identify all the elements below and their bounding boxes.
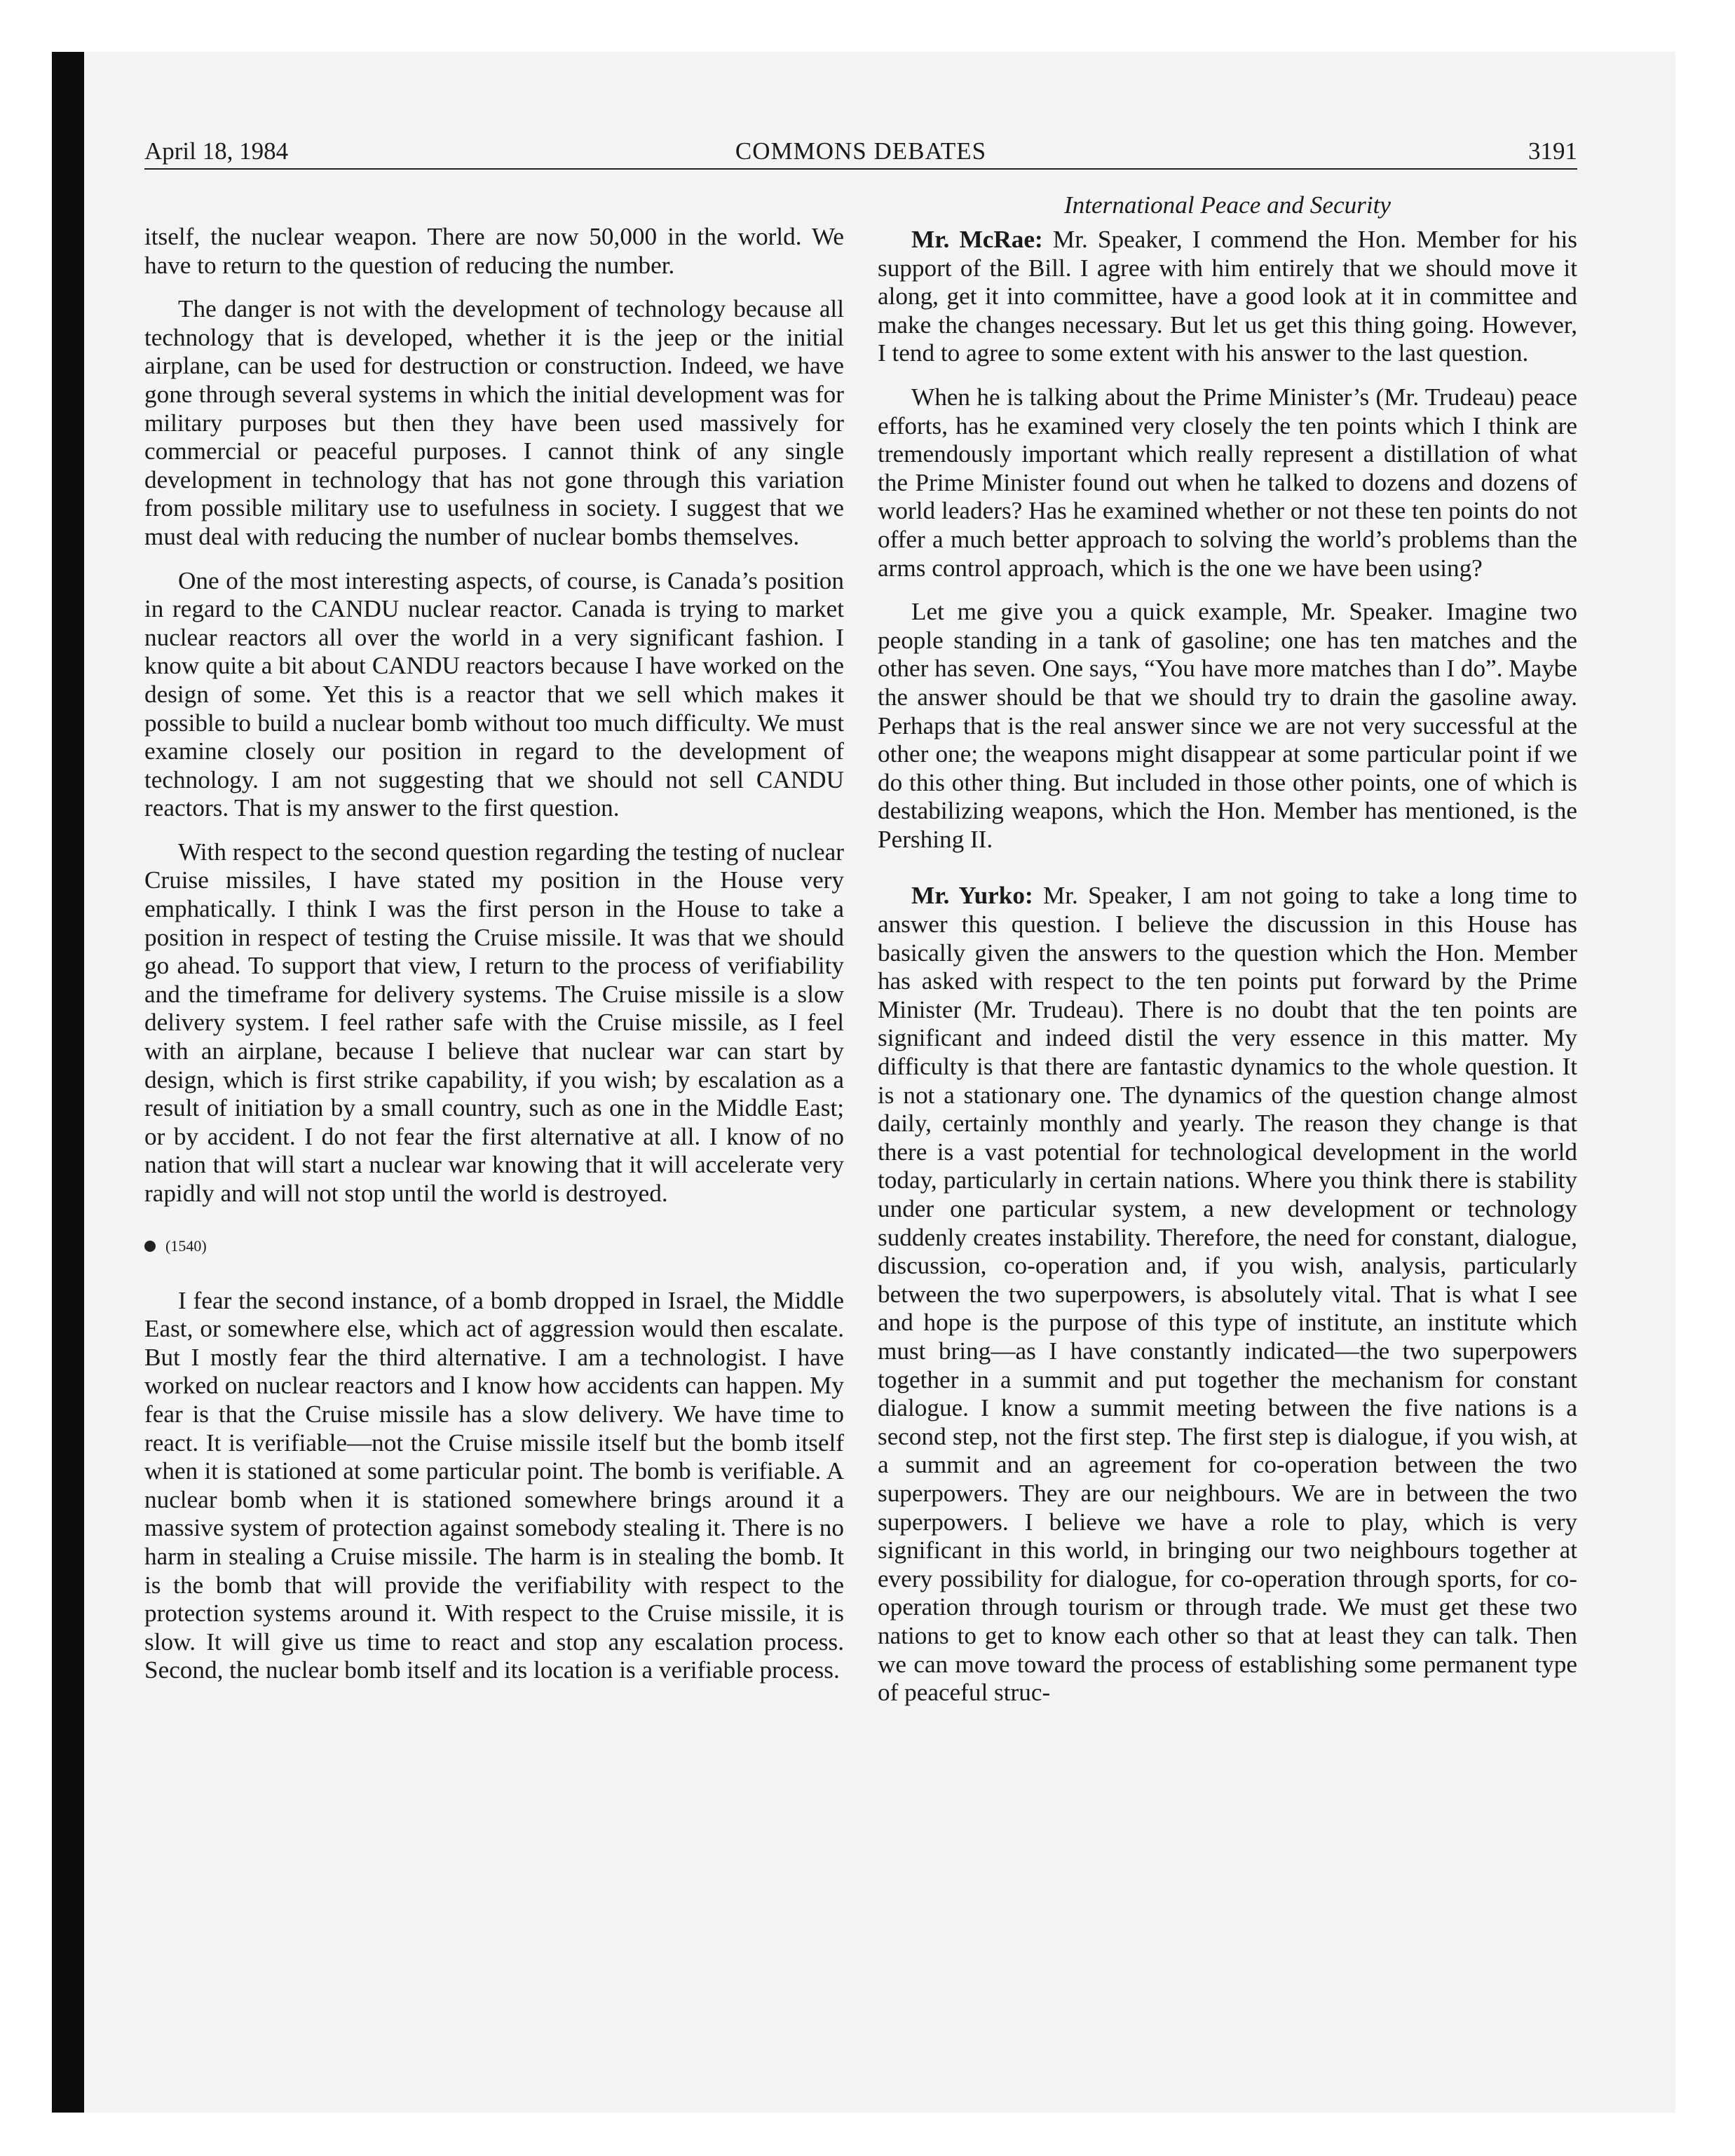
speech-text: Mr. Speaker, I commend the Hon. Member for his support of the Bill. I agree with him entirely that we should move it along, get it into committee, have a good look at it in committee and make the changes necessary. But let us get this thing going. However, I tend to agree to some extent with his answer to the last question. — [878, 226, 1577, 367]
paragraph: I fear the second instance, of a bomb dropped in Israel, the Middle East, or somewhere else, which act of aggression would then escalate. But I mostly fear the third alternative. I am a technologist. I have worked on nuclear reactors and I know how accidents can happen. My fear is that the Cruise missile has a slow delivery. We have time to react. It is verifiable—not the Cruise missile itself but the bomb itself when it is stationed at some particular point. The bomb is verifiable. A nuclear bomb when it is stationed somewhere brings around it a massive system of protection against somebody stealing it. There is no harm in stealing a Cruise missile. The harm is in stealing the bomb. It is the bomb that will provide the verifiability with respect to the protection systems around it. With respect to the Cruise missile, it is slow. It will give us time to react and stop any escalation process. Second, the nuclear bomb itself and its location is a verifiable process. — [144, 1286, 844, 1684]
paragraph — [878, 226, 1577, 368]
paragraph — [878, 882, 1577, 1707]
bullet-icon — [144, 1241, 156, 1252]
paragraph: The danger is not with the development of technology because all technology that is developed, whether it is the jeep or the initial airplane, can be used for destruction or construction. Indeed, we have gone through several systems in which the initial development was for military purposes but then they have been used massively for commercial or peaceful purposes. I cannot think of any single development in technology that has not gone through this variation from possible military use to usefulness in society. I suggest that we must deal with reducing the number of nuclear bombs themselves. — [144, 295, 844, 550]
header-date: April 18, 1984 — [144, 137, 289, 165]
time-marker-label: (1540) — [165, 1236, 207, 1255]
section-heading: International Peace and Security — [1063, 191, 1392, 219]
paragraph: With respect to the second question regarding the testing of nuclear Cruise missiles, I have stated my position in the House very emphatically. I think I was the first person in the House to take a position in respect of testing the Cruise missile. It was that we should go ahead. To support that view, I return to the process of verifiability and the timeframe for delivery systems. The Cruise missile is a slow delivery system. I feel rather safe with the Cruise missile, as I feel with an airplane, because I believe that nuclear war can start by design, which is first strike capability, if you wish; by escalation as a result of initiation by a small country, such as one in the Middle East; or by accident. I do not fear the first alternative at all. I know of no nation that will start a nuclear war knowing that it will accelerate very rapidly and will not stop until the world is destroyed. — [144, 838, 844, 1207]
page-header — [144, 135, 1577, 170]
speech-text: Mr. Speaker, I am not going to take a long time to answer this question. I believe the discussion in this House has basically given the answers to the question which the Hon. Member has asked with respect to the ten points put forward by the Prime Minister (Mr. Trudeau). There is no doubt that the ten points are significant and indeed distil the very essence in this matter. My difficulty is that there are fantastic dynamics to the whole question. It is not a stationary one. The dynamics of the question change almost daily, certainly monthly and yearly. The reason they change is that there is a vast potential for technological development in the world today, particularly in certain nations. Where you think there is stability under one particular system, a new development or technology suddenly creates instability. Therefore, the need for constant, dialogue, discussion, co-operation and, if you wish, analysis, particularly between the two superpowers, is absolutely vital. That is what I see and hope is the purpose of this type of institute, an institute which must bring—as I have constantly indicated—the two superpowers together in a summit and put together the mechanism for constant dialogue. I know a summit meeting between the five nations is a second step, not the first step. The first step is dialogue, if you wish, at a summit and an agreement for co-operation between the two superpowers. They are our neighbours. We are in between the two superpowers. I believe we have a role to play, which is very significant in this world, in bringing our two neighbours together at every possibility for dialogue, for co-operation through sports, for co-operation through tourism or through trade. We must get these two nations to get to know each other so that at least they can talk. Then we can move toward the process of establishing some permanent type of peaceful struc- — [878, 882, 1577, 1707]
paragraph: Let me give you a quick example, Mr. Speaker. Imagine two people standing in a tank of gasoline; one has ten matches and the other has seven. One says, “You have more matches than I do”. Maybe the answer should be that we should try to drain the gasoline away. Perhaps that is the real answer since we are not very successful at the other one; the weapons might disappear at some particular point if we do this other thing. But included in those other points, one of which is destabilizing weapons, which the Hon. Member has mentioned, is the Pershing II. — [878, 598, 1578, 853]
paragraph: When he is talking about the Prime Minister’s (Mr. Trudeau) peace efforts, has he examined very closely the ten points which I think are tremendously important which really represent a distillation of what the Prime Minister found out when he talked to dozens and dozens of world leaders? Has he examined whether or not these ten points do not offer a much better approach to solving the world’s problems than the arms control approach, which is the one we have been using? — [878, 383, 1577, 582]
left-column — [144, 223, 844, 1700]
right-column — [878, 191, 1577, 1723]
speaker-name: Mr. Yurko: — [911, 882, 1033, 910]
scan-edge — [52, 52, 84, 2113]
time-marker — [144, 1232, 844, 1260]
header-page-number: 3191 — [1528, 137, 1577, 165]
speaker-name: Mr. McRae: — [911, 226, 1043, 253]
paragraph: itself, the nuclear weapon. There are now 50,000 in the world. We have to return to the question of reducing the number. — [144, 223, 844, 279]
paragraph: One of the most interesting aspects, of course, is Canada’s position in regard to the CANDU nuclear reactor. Canada is trying to market nuclear reactors all over the world in a very significant fashion. I know quite a bit about CANDU reactors because I have worked on the design of some. Yet this is a reactor that we sell which makes it possible to build a nuclear bomb without too much difficulty. We must examine closely our position in regard to the development of technology. I am not suggesting that we should not sell CANDU reactors. That is my answer to the first question. — [144, 566, 844, 822]
header-title: COMMONS DEBATES — [735, 137, 987, 165]
